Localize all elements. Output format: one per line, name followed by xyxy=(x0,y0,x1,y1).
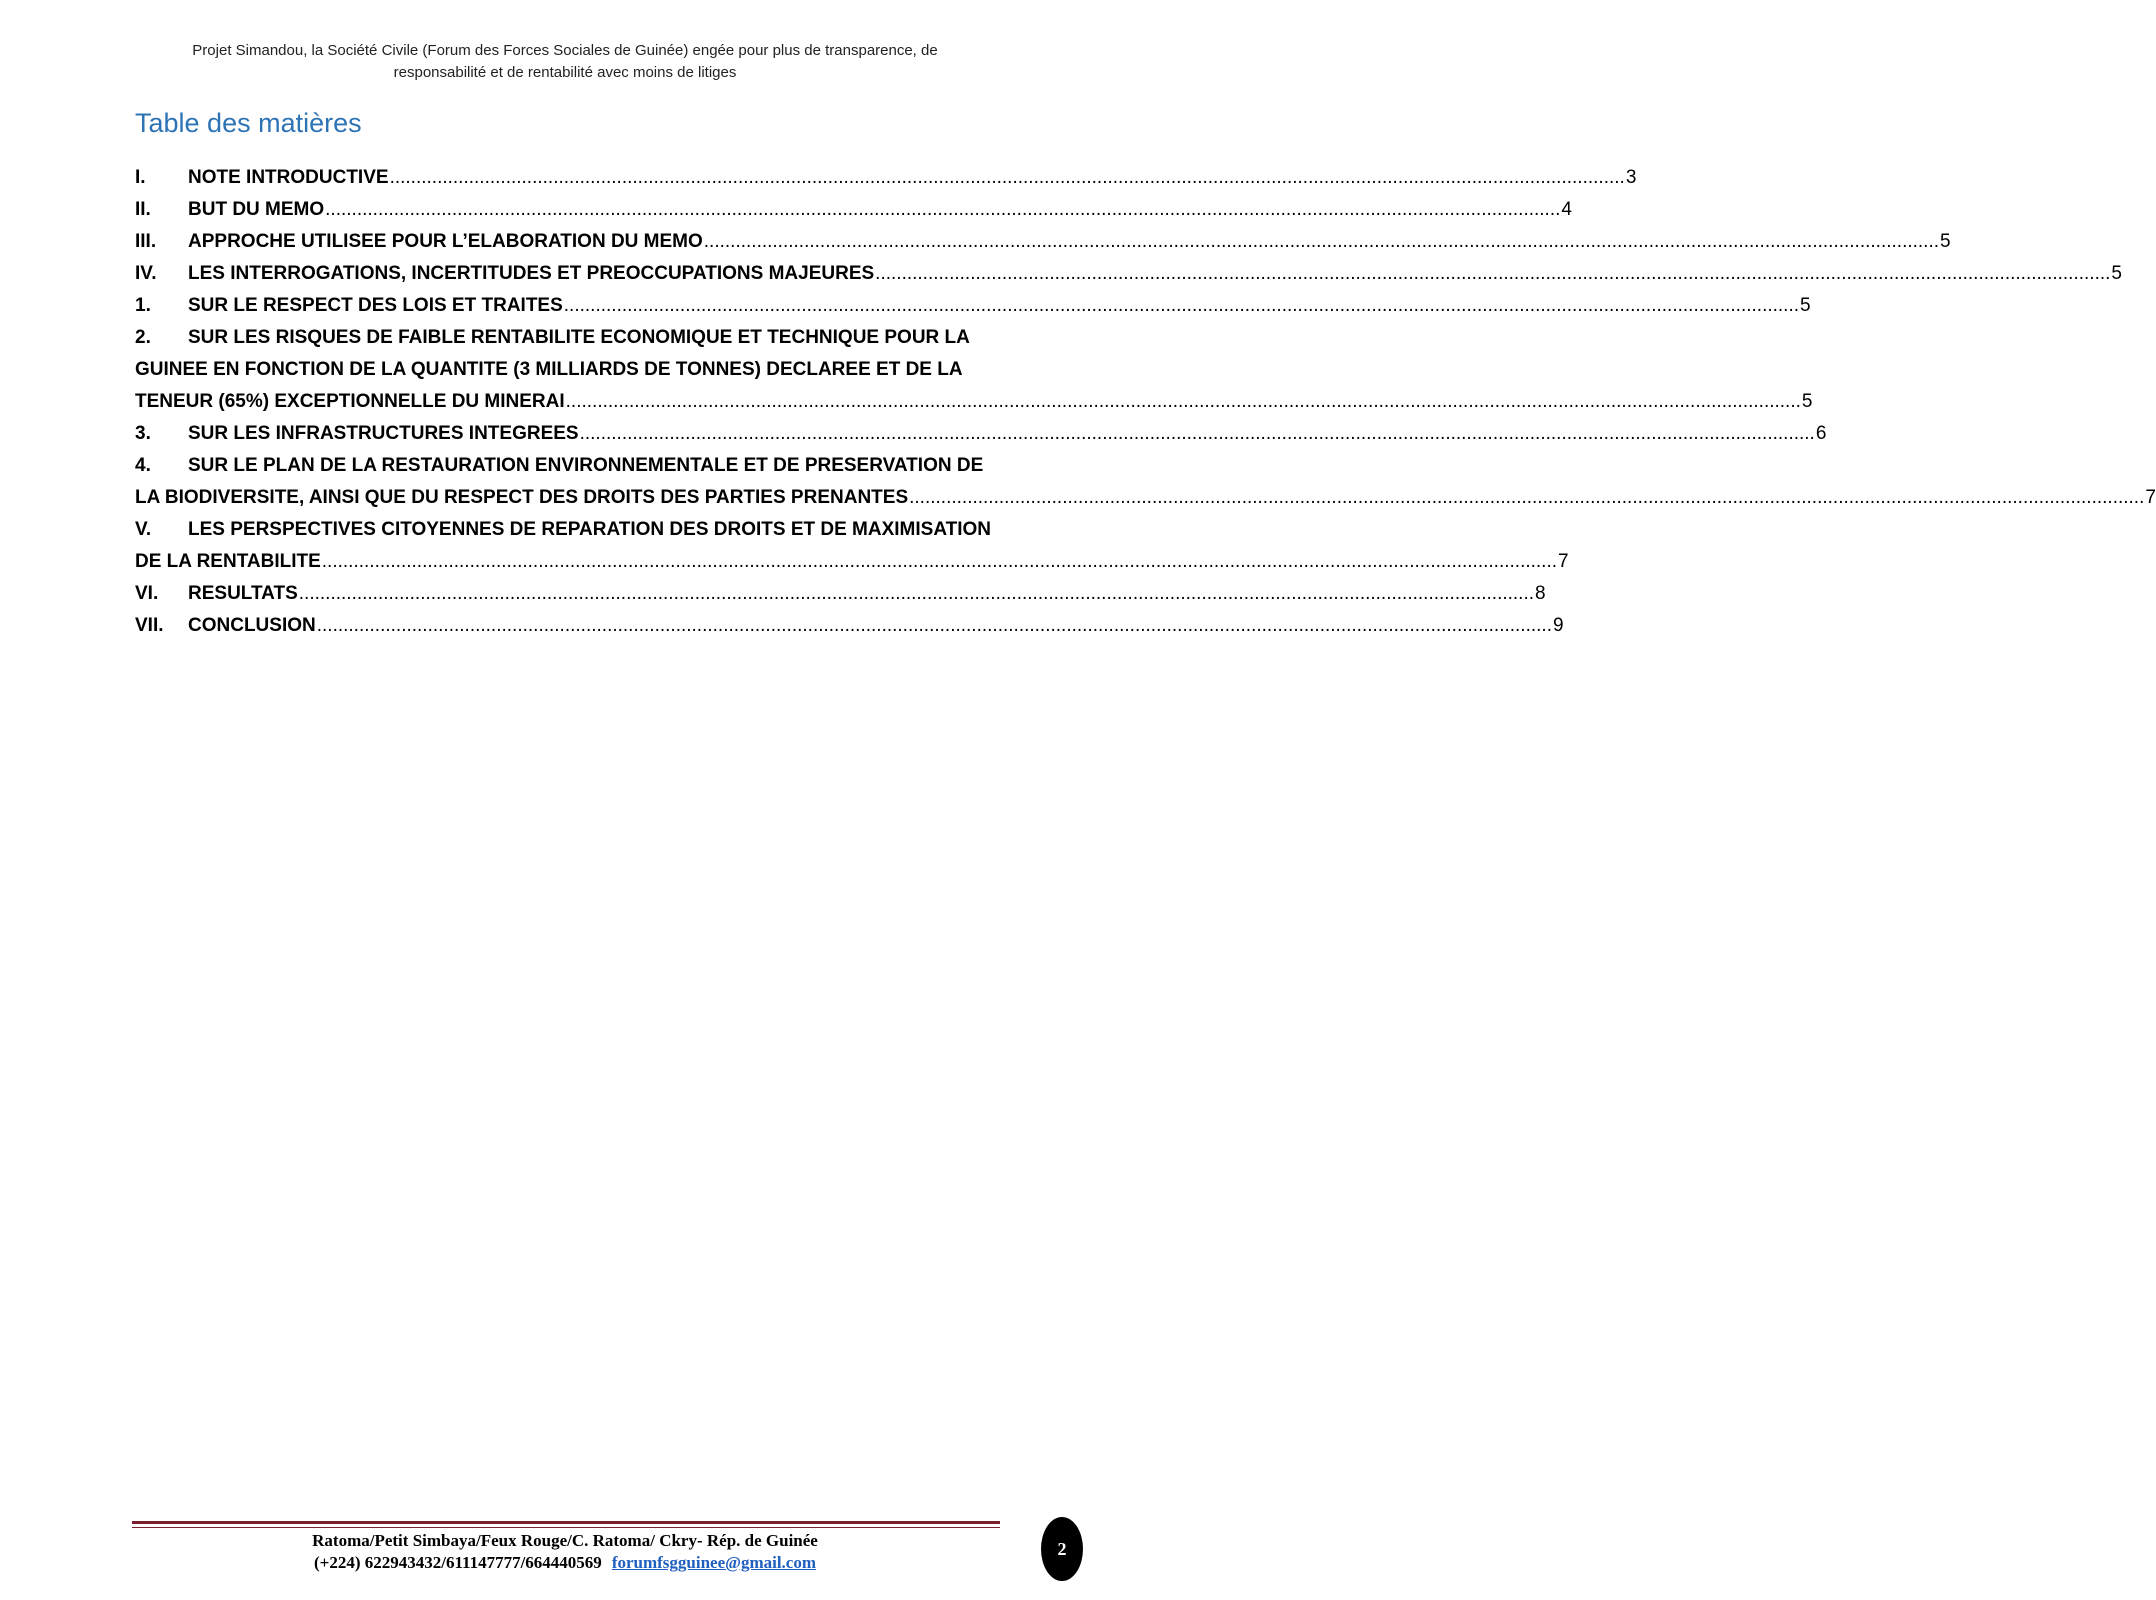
toc-entry-line xyxy=(135,546,1569,578)
toc-entry[interactable] xyxy=(135,258,2122,290)
toc-entry-line xyxy=(135,418,1827,450)
toc-title: Table des matières xyxy=(135,108,362,138)
page-header xyxy=(150,40,980,84)
toc-entry-title: SUR LE PLAN DE LA RESTAURATION ENVIRONNEMENTALE ET DE PRESERVATION DE xyxy=(188,455,984,476)
toc-entry[interactable] xyxy=(135,514,1569,578)
toc-entry-title: TENEUR (65%) EXCEPTIONNELLE DU MINERAI xyxy=(135,391,565,412)
page-number-badge xyxy=(1041,1517,1083,1581)
toc-entry-number: 1. xyxy=(135,295,151,316)
footer-email-link[interactable]: forumfsgguinee@gmail.com xyxy=(611,1553,817,1572)
toc-entry-title: CONCLUSION xyxy=(188,615,316,636)
header-line-2: responsabilité et de rentabilité avec moins de litiges xyxy=(393,64,737,81)
toc-entry-number: II. xyxy=(135,199,151,220)
footer-phones: (+224) 622943432/611147777/664440569 xyxy=(313,1553,602,1572)
toc-entry-line xyxy=(135,226,1951,258)
toc-leader-dots xyxy=(564,290,1799,322)
toc-entry-number: 4. xyxy=(135,455,151,476)
toc-leader-dots xyxy=(909,482,2144,514)
toc-entry-number: VI. xyxy=(135,583,159,604)
toc-entry-number: I. xyxy=(135,167,146,188)
toc-entry-title: RESULTATS xyxy=(188,583,298,604)
toc-entry-page: 5 xyxy=(1800,295,1811,316)
page-number: 2 xyxy=(1057,1538,1067,1559)
toc-entry-title: LES INTERROGATIONS, INCERTITUDES ET PREOCCUPATIONS MAJEURES xyxy=(188,263,875,284)
toc-entry-line xyxy=(135,610,1564,642)
toc-entry-number: III. xyxy=(135,231,157,252)
toc-entry-title: SUR LES INFRASTRUCTURES INTEGREES xyxy=(188,423,579,444)
toc-entry-page: 8 xyxy=(1535,583,1546,604)
toc-entry-line xyxy=(135,514,998,546)
toc-entry-page: 3 xyxy=(1625,167,1637,188)
toc-entry-number: IV. xyxy=(135,263,157,284)
page-footer xyxy=(150,1530,980,1574)
toc-entry-page: 4 xyxy=(1561,199,1572,220)
toc-leader-dots xyxy=(390,162,1625,194)
toc-entry-line xyxy=(135,258,2122,290)
toc-entry-page: 5 xyxy=(2111,263,2122,284)
toc-entry-title: NOTE INTRODUCTIVE xyxy=(188,167,389,188)
toc-leader-dots xyxy=(299,578,1534,610)
toc-entry-line xyxy=(135,290,1811,322)
toc-leader-dots xyxy=(317,610,1552,642)
toc-entry[interactable] xyxy=(135,610,1564,642)
toc-leader-dots xyxy=(580,418,1815,450)
toc-entry-page: 5 xyxy=(1801,391,1813,412)
toc-entry-title: BUT DU MEMO xyxy=(188,199,325,220)
toc-entry-line xyxy=(135,578,1546,610)
toc-entry[interactable] xyxy=(135,226,1951,258)
toc-leader-dots xyxy=(566,386,1801,418)
toc-entry[interactable] xyxy=(135,418,1827,450)
footer-address: Ratoma/Petit Simbaya/Feux Rouge/C. Ratoma/ Ckry- Rép. de Guinée xyxy=(312,1531,818,1550)
toc-leader-dots xyxy=(875,258,2110,290)
toc-entry-page: 5 xyxy=(1940,231,1951,252)
toc-entry-page: 9 xyxy=(1552,615,1564,636)
toc-entry-line xyxy=(135,386,1813,418)
toc-entry-title: LA BIODIVERSITE, AINSI QUE DU RESPECT DES DROITS DES PARTIES PRENANTES xyxy=(135,487,909,508)
toc-entry-number: V. xyxy=(135,519,152,540)
toc-entry[interactable] xyxy=(135,450,2156,514)
toc-entry[interactable] xyxy=(135,578,1546,610)
toc-entry-page: 6 xyxy=(1815,423,1827,444)
toc-entry-title: GUINEE EN FONCTION DE LA QUANTITE (3 MILLIARDS DE TONNES) DECLAREE ET DE LA xyxy=(135,359,963,380)
toc-entry-line xyxy=(135,194,1572,226)
table-of-contents xyxy=(135,162,2156,642)
toc-leader-dots xyxy=(325,194,1560,226)
toc-entry[interactable] xyxy=(135,162,1637,194)
toc-entry[interactable] xyxy=(135,290,1811,322)
toc-entry[interactable] xyxy=(135,322,1813,418)
toc-leader-dots xyxy=(704,226,1939,258)
footer-divider xyxy=(132,1521,1000,1524)
toc-entry-page: 7 xyxy=(1558,551,1569,572)
toc-entry-number: 2. xyxy=(135,327,151,348)
toc-entry-line xyxy=(135,354,998,386)
toc-entry-line xyxy=(135,450,998,482)
toc-entry-title: SUR LES RISQUES DE FAIBLE RENTABILITE ECONOMIQUE ET TECHNIQUE POUR LA xyxy=(188,327,970,348)
toc-entry-number: VII. xyxy=(135,615,164,636)
toc-entry-number: 3. xyxy=(135,423,151,444)
footer-divider-thin xyxy=(132,1527,1000,1528)
toc-entry-title: DE LA RENTABILITE xyxy=(135,551,321,572)
toc-entry-line xyxy=(135,482,2156,514)
toc-entry-title: LES PERSPECTIVES CITOYENNES DE REPARATION DES DROITS ET DE MAXIMISATION xyxy=(188,519,992,540)
toc-entry-page: 7 xyxy=(2145,487,2156,508)
toc-entry-title: SUR LE RESPECT DES LOIS ET TRAITES xyxy=(188,295,563,316)
toc-entry[interactable] xyxy=(135,194,1572,226)
toc-entry-line xyxy=(135,322,998,354)
toc-leader-dots xyxy=(322,546,1557,578)
toc-entry-line xyxy=(135,162,1637,194)
footer-contact xyxy=(150,1552,980,1574)
header-line-1: Projet Simandou, la Société Civile (Forum des Forces Sociales de Guinée) engée pour plus de transparence, de xyxy=(192,42,938,59)
toc-entry-title: APPROCHE UTILISEE POUR L’ELABORATION DU MEMO xyxy=(188,231,703,252)
